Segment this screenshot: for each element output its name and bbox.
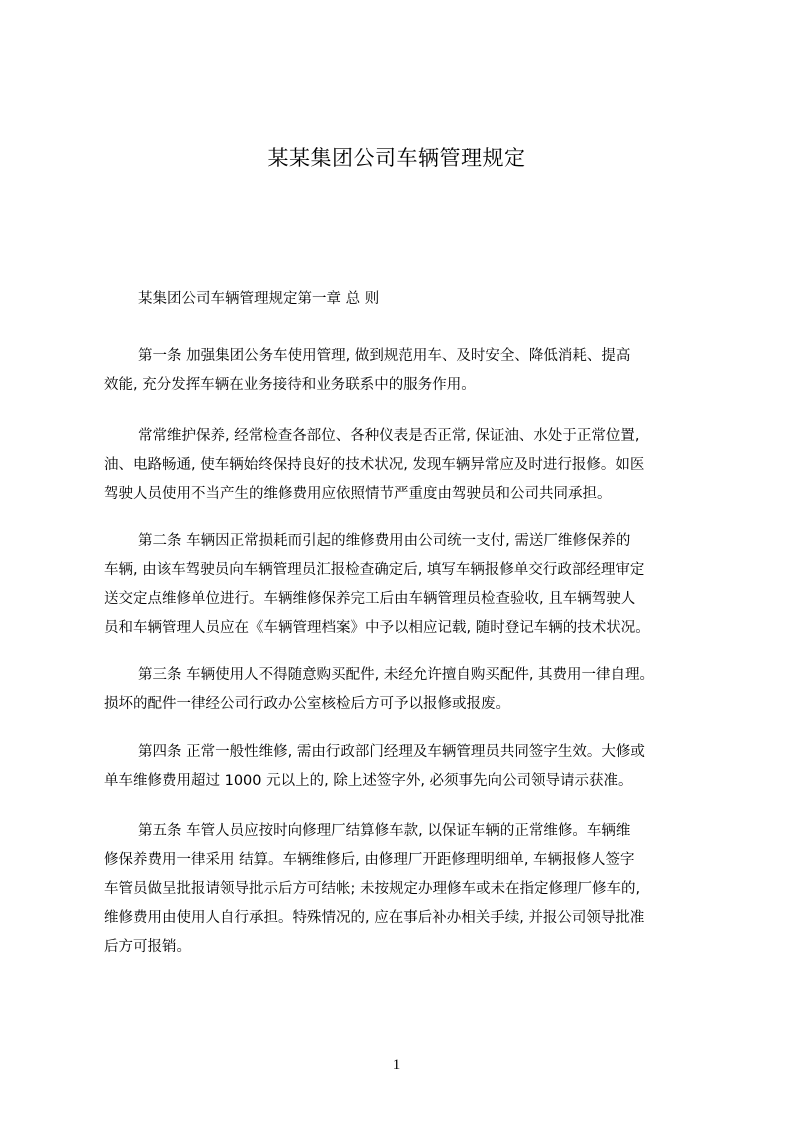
paragraph-line: 油、电路畅通, 使车辆始终保持良好的技术状况, 发现车辆异常应及时进行报修。如医 <box>104 457 645 473</box>
article-1-paragraph <box>104 342 704 400</box>
paragraph-line: 单车维修费用超过 1000 元以上的, 除上述签字外, 必须事先向公司领导请示获准。 <box>104 773 633 789</box>
paragraph-line: 车辆, 由该车驾驶员向车辆管理员汇报检查确定后, 填写车辆报修单交行政部经理审定 <box>104 562 645 578</box>
page-number: 1 <box>392 1057 401 1073</box>
article-2-paragraph <box>104 527 704 643</box>
paragraph-line: 车管员做呈批报请领导批示后方可结帐; 未按规定办理修车或未在指定修理厂修车的, <box>104 881 641 897</box>
paragraph-line: 第四条 正常一般性维修, 需由行政部门经理及车辆管理员共同签字生效。大修或 <box>138 744 645 760</box>
paragraph-line: 员和车辆管理人员应在《车辆管理档案》中予以相应记载, 随时登记车辆的技术状况。 <box>104 620 650 636</box>
paragraph-line: 后方可报销。 <box>104 939 191 955</box>
article-4-paragraph <box>104 738 704 796</box>
paragraph-line: 修保养费用一律采用 结算。车辆维修后, 由修理厂开距修理明细单, 车辆报修人签字 <box>104 852 635 868</box>
document-title: 某某集团公司车辆管理规定 <box>267 146 526 170</box>
paragraph-line: 第五条 车管人员应按时向修理厂结算修车款, 以保证车辆的正常维修。车辆维 <box>138 823 631 839</box>
article-3-paragraph <box>104 661 704 719</box>
paragraph-line: 第一条 加强集团公务车使用管理, 做到规范用车、及时安全、降低消耗、提高 <box>138 348 631 364</box>
paragraph-line: 常常维护保养, 经常检查各部位、各种仪表是否正常, 保证油、水处于正常位置, <box>138 428 640 444</box>
paragraph-line: 损坏的配件一律经公司行政办公室核检后方可予以报修或报废。 <box>104 696 510 712</box>
maintenance-paragraph <box>104 422 704 509</box>
chapter-heading: 某集团公司车辆管理规定第一章 总 则 <box>138 291 380 307</box>
paragraph-line: 驾驶人员使用不当产生的维修费用应依照情节严重度由驾驶员和公司共同承担。 <box>104 486 612 502</box>
paragraph-line: 第二条 车辆因正常损耗而引起的维修费用由公司统一支付, 需送厂维修保养的 <box>138 533 631 549</box>
paragraph-line: 送交定点维修单位进行。车辆维修保养完工后由车辆管理员检查验收, 且车辆驾驶人 <box>104 591 636 607</box>
paragraph-line: 第三条 车辆使用人不得随意购买配件, 未经允许擅自购买配件, 其费用一律自理。 <box>138 667 655 683</box>
paragraph-line: 效能, 充分发挥车辆在业务接待和业务联系中的服务作用。 <box>104 377 476 393</box>
paragraph-line: 维修费用由使用人自行承担。特殊情况的, 应在事后补办相关手续, 并报公司领导批准 <box>104 910 645 926</box>
article-5-paragraph <box>104 817 704 962</box>
